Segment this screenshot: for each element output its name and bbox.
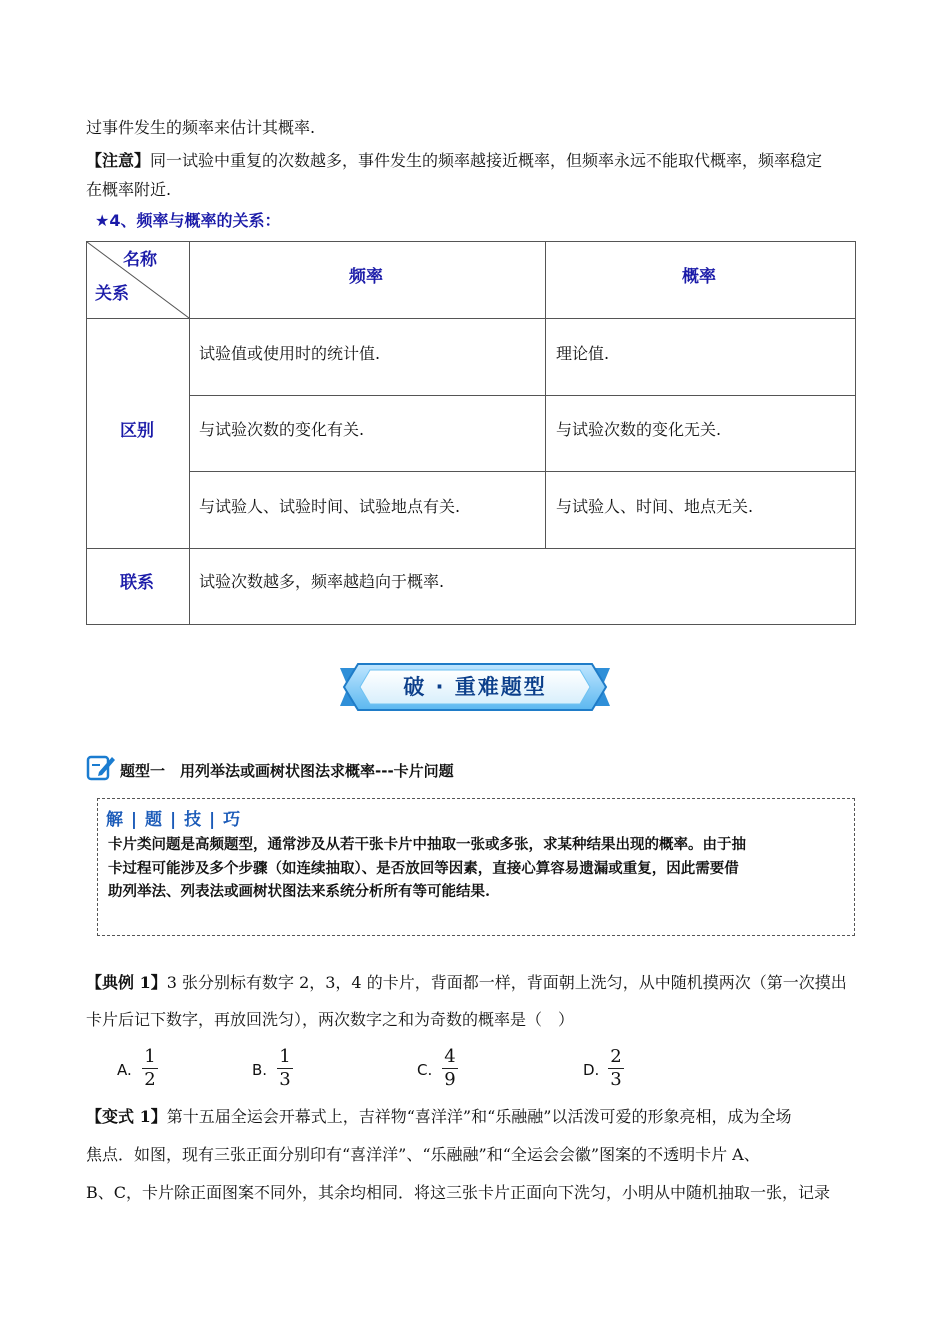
- table-divider: [189, 395, 855, 396]
- column-header-probability: 概率: [682, 267, 716, 287]
- note-text: 同一试验中重复的次数越多，事件发生的频率越接近概率，但频率永远不能取代概率，频率稳定: [150, 151, 823, 170]
- option-label: A.: [117, 1061, 132, 1079]
- table-divider: [189, 471, 855, 472]
- row-header-difference: 区别: [120, 421, 154, 441]
- solving-tips-box: [97, 798, 855, 936]
- fraction: [442, 1047, 458, 1090]
- fraction-numerator: 1: [279, 1046, 291, 1067]
- variant-1-text: 第十五届全运会开幕式上，吉祥物“喜洋洋”和“乐融融”以活泼可爱的形象亮相，成为全场: [166, 1107, 792, 1126]
- table-divider: [189, 242, 190, 624]
- option-a[interactable]: [117, 1047, 177, 1091]
- example-1-text: 3 张分别标有数字 2，3，4 的卡片，背面都一样，背面朝上洗匀，从中随机摸两次（第一次摸出: [166, 973, 847, 992]
- section-4-title: ★4、频率与概率的关系：: [95, 211, 281, 230]
- example-1-line-1: [86, 973, 847, 993]
- fraction-numerator: 1: [144, 1046, 156, 1067]
- table-cell: 试验次数越多，频率越趋向于概率.: [199, 572, 445, 591]
- fraction-denominator: 9: [444, 1069, 456, 1090]
- example-1-label: 【典例 1】: [86, 973, 167, 992]
- tips-line: 助列举法、列表法或画树状图法来系统分析所有等可能结果.: [108, 883, 491, 900]
- column-header-frequency: 频率: [349, 267, 383, 287]
- row-header-connection: 联系: [120, 573, 154, 593]
- section-banner: [340, 662, 610, 712]
- option-label: C.: [417, 1061, 433, 1079]
- option-c[interactable]: [417, 1047, 477, 1091]
- option-b[interactable]: [252, 1047, 312, 1091]
- pencil-note-icon: [86, 752, 116, 782]
- table-cell: 与试验人、时间、地点无关.: [556, 497, 754, 516]
- fraction-numerator: 4: [444, 1046, 456, 1067]
- table-cell: 与试验次数的变化无关.: [556, 420, 722, 439]
- fraction: [277, 1047, 293, 1090]
- example-1-line-2: 卡片后记下数字，再放回洗匀），两次数字之和为奇数的概率是（ ）: [86, 1010, 575, 1029]
- fraction-denominator: 3: [610, 1069, 622, 1090]
- intro-line: 过事件发生的频率来估计其概率.: [86, 118, 316, 137]
- tips-title: 解 | 题 | 技 | 巧: [106, 810, 242, 830]
- tips-line: 卡片类问题是高频题型，通常涉及从若干张卡片中抽取一张或多张，求某种结果出现的概率。由于抽: [108, 836, 746, 853]
- topic-1-title: 题型一 用列举法或画树状图法求概率---卡片问题: [120, 762, 454, 780]
- fraction-denominator: 3: [279, 1069, 291, 1090]
- table-cell: 理论值.: [556, 344, 610, 363]
- note-label: 【注意】: [86, 151, 151, 170]
- note-paragraph: [86, 151, 822, 171]
- note-line-2: 在概率附近.: [86, 180, 172, 199]
- option-label: D.: [583, 1061, 600, 1079]
- relation-table: [86, 241, 856, 625]
- table-cell: 试验值或使用时的统计值.: [199, 344, 381, 363]
- table-cell: 与试验次数的变化有关.: [199, 420, 365, 439]
- fraction: [608, 1047, 624, 1090]
- option-label: B.: [252, 1061, 268, 1079]
- fraction-numerator: 2: [610, 1046, 622, 1067]
- variant-1-line-2: 焦点．如图，现有三张正面分别印有“喜洋洋”、“乐融融”和“全运会会徽”图案的不透明卡片 A、: [86, 1145, 760, 1164]
- table-divider: [87, 548, 855, 549]
- table-divider: [87, 318, 855, 319]
- variant-1-line-1: [86, 1107, 791, 1127]
- corner-header-bottom: 关系: [95, 284, 129, 304]
- tips-line: 卡过程可能涉及多个步骤（如连续抽取）、是否放回等因素，直接心算容易遗漏或重复，因此需要借: [108, 860, 739, 877]
- banner-title: 破 · 重难题型: [403, 675, 547, 699]
- table-cell: 与试验人、试验时间、试验地点有关.: [199, 497, 461, 516]
- fraction-denominator: 2: [144, 1069, 156, 1090]
- fraction: [142, 1047, 158, 1090]
- option-d[interactable]: [583, 1047, 643, 1091]
- variant-1-line-3: B、C，卡片除正面图案不同外，其余均相同．将这三张卡片正面向下洗匀，小明从中随机抽取一张，记录: [86, 1183, 831, 1202]
- variant-1-label: 【变式 1】: [86, 1107, 167, 1126]
- corner-header-top: 名称: [123, 250, 157, 270]
